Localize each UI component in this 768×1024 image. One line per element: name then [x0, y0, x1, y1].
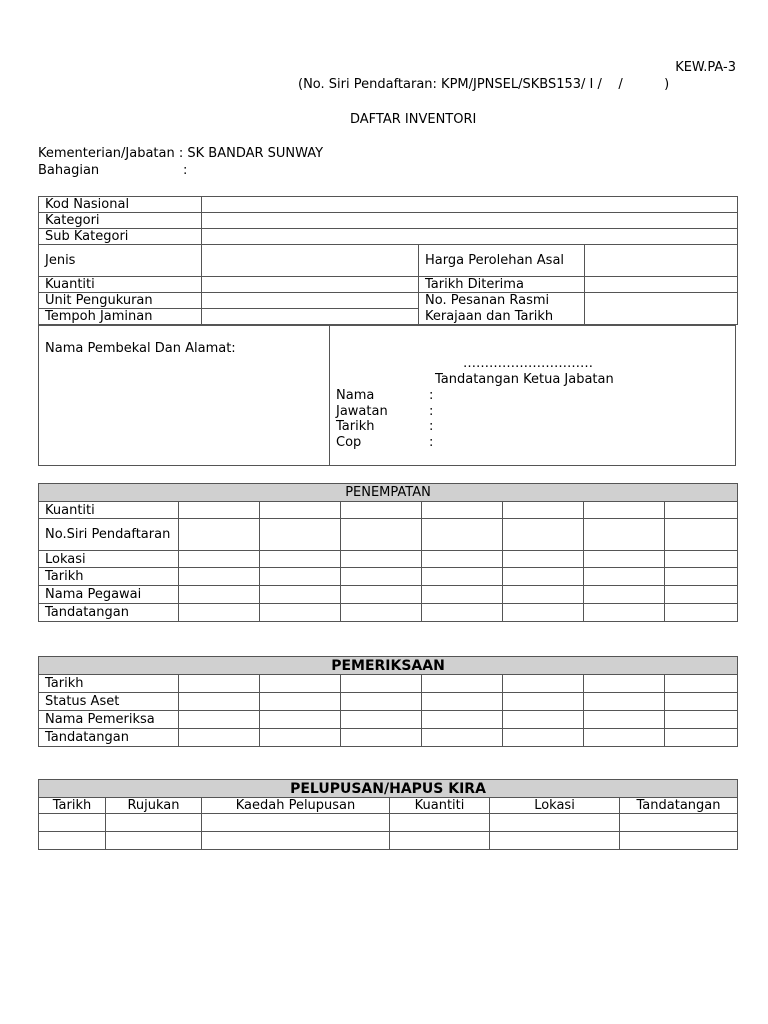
cell[interactable] [665, 729, 738, 747]
cell[interactable] [39, 832, 106, 850]
table-row [39, 293, 738, 309]
jenis-label: Jenis [39, 245, 202, 277]
sig-tarikh-label: Tarikh [336, 419, 375, 434]
cell[interactable] [503, 711, 584, 729]
table-row [39, 675, 738, 693]
sig-jawatan-label: Jawatan [336, 404, 388, 419]
table-row [39, 693, 738, 711]
penempatan-title: PENEMPATAN [39, 484, 738, 502]
cell[interactable] [422, 502, 503, 519]
cell[interactable] [584, 693, 665, 711]
row-label: Lokasi [39, 551, 179, 568]
form-code: KEW.PA-3 [675, 60, 736, 75]
cell[interactable] [665, 675, 738, 693]
cell[interactable] [584, 502, 665, 519]
no-pesanan-value[interactable] [585, 293, 738, 325]
cell[interactable] [584, 568, 665, 586]
cell[interactable] [422, 519, 503, 551]
cell[interactable] [341, 711, 422, 729]
asset-info-table [38, 196, 738, 325]
cell[interactable] [503, 551, 584, 568]
cell[interactable] [584, 551, 665, 568]
col-header-kaedah: Kaedah Pelupusan [202, 798, 390, 814]
cell[interactable] [179, 551, 260, 568]
table-row [39, 213, 738, 229]
penempatan-table [38, 483, 738, 622]
cell[interactable] [584, 586, 665, 604]
sig-nama-colon: : [429, 388, 434, 403]
tandatangan-ketua-label: Tandatangan Ketua Jabatan [435, 372, 614, 387]
cell[interactable] [665, 568, 738, 586]
harga-perolehan-label: Harga Perolehan Asal [419, 245, 585, 277]
sig-field-nama [336, 388, 374, 404]
tempoh-jaminan-label: Tempoh Jaminan [39, 309, 202, 325]
cell[interactable] [341, 675, 422, 693]
sig-nama-label: Nama [336, 388, 375, 403]
pelupusan-table [38, 779, 738, 850]
nama-pembekal-label: Nama Pembekal Dan Alamat: [45, 341, 236, 356]
cell[interactable] [422, 729, 503, 747]
cell[interactable] [422, 693, 503, 711]
row-label: Tarikh [39, 568, 179, 586]
col-header-kuantiti: Kuantiti [390, 798, 490, 814]
table-row [39, 711, 738, 729]
bahagian-label: Bahagian [38, 163, 100, 178]
row-label: Nama Pegawai [39, 586, 179, 604]
kod-nasional-value[interactable] [202, 197, 738, 213]
kuantiti-label: Kuantiti [39, 277, 202, 293]
table-row [39, 502, 738, 519]
cell[interactable] [179, 502, 260, 519]
row-label: Status Aset [39, 693, 179, 711]
cell[interactable] [260, 586, 341, 604]
col-header-rujukan: Rujukan [106, 798, 202, 814]
cell[interactable] [503, 675, 584, 693]
cell[interactable] [503, 568, 584, 586]
col-header-tarikh: Tarikh [39, 798, 106, 814]
kerajaan-tarikh-label: Kerajaan dan Tarikh [419, 309, 585, 325]
cell[interactable] [620, 814, 738, 832]
table-row [39, 586, 738, 604]
cell[interactable] [584, 519, 665, 551]
signature-dots: ………………………… [463, 356, 593, 371]
bahagian-colon: : [183, 163, 188, 178]
tempoh-jaminan-value[interactable] [202, 309, 419, 325]
cell[interactable] [179, 604, 260, 622]
cell[interactable] [179, 729, 260, 747]
cell[interactable] [179, 568, 260, 586]
cell[interactable] [202, 832, 390, 850]
row-label: Tarikh [39, 675, 179, 693]
unit-pengukuran-label: Unit Pengukuran [39, 293, 202, 309]
serial-number-line: (No. Siri Pendaftaran: KPM/JPNSEL/SKBS153/ I / / ) [298, 77, 670, 92]
cell[interactable] [341, 551, 422, 568]
table-row [39, 484, 738, 502]
cell[interactable] [202, 814, 390, 832]
cell[interactable] [341, 568, 422, 586]
cell[interactable] [179, 586, 260, 604]
row-label: No.Siri Pendaftaran [39, 519, 179, 551]
cell[interactable] [620, 832, 738, 850]
cell[interactable] [422, 551, 503, 568]
cell[interactable] [106, 832, 202, 850]
cell[interactable] [503, 693, 584, 711]
document-title: DAFTAR INVENTORI [350, 112, 477, 127]
cell[interactable] [490, 814, 620, 832]
kategori-value[interactable] [202, 213, 738, 229]
cell[interactable] [341, 586, 422, 604]
jenis-value[interactable] [202, 245, 419, 277]
table-row [39, 729, 738, 747]
cell[interactable] [39, 814, 106, 832]
row-label: Tandatangan [39, 729, 179, 747]
cell[interactable] [422, 586, 503, 604]
cell[interactable] [665, 693, 738, 711]
table-row [39, 780, 738, 798]
cell[interactable] [260, 675, 341, 693]
cell[interactable] [341, 729, 422, 747]
cell[interactable] [422, 711, 503, 729]
cell[interactable] [422, 604, 503, 622]
pemeriksaan-title: PEMERIKSAAN [39, 657, 738, 675]
cell[interactable] [341, 693, 422, 711]
cell[interactable] [179, 711, 260, 729]
col-header-lokasi: Lokasi [490, 798, 620, 814]
cell[interactable] [422, 675, 503, 693]
table-row [39, 551, 738, 568]
table-row [39, 832, 738, 850]
supplier-signature-box [38, 325, 736, 466]
pemeriksaan-table [38, 656, 738, 747]
table-row [39, 798, 738, 814]
table-row [39, 197, 738, 213]
sig-tarikh-colon: : [429, 419, 434, 434]
table-row [39, 245, 738, 277]
tarikh-diterima-value[interactable] [585, 277, 738, 293]
no-pesanan-label: No. Pesanan Rasmi [419, 293, 585, 309]
cell[interactable] [503, 502, 584, 519]
cell[interactable] [503, 586, 584, 604]
cell[interactable] [503, 729, 584, 747]
cell[interactable] [584, 675, 665, 693]
sig-jawatan-colon: : [429, 404, 434, 419]
cell[interactable] [260, 693, 341, 711]
cell[interactable] [260, 604, 341, 622]
row-label: Kuantiti [39, 502, 179, 519]
cell[interactable] [179, 693, 260, 711]
cell[interactable] [422, 568, 503, 586]
cell[interactable] [665, 604, 738, 622]
cell[interactable] [503, 519, 584, 551]
sub-kategori-label: Sub Kategori [39, 229, 202, 245]
sig-cop-label: Cop [336, 435, 362, 450]
table-row [39, 604, 738, 622]
cell[interactable] [260, 568, 341, 586]
cell[interactable] [665, 551, 738, 568]
cell[interactable] [584, 729, 665, 747]
cell[interactable] [390, 832, 490, 850]
cell[interactable] [179, 519, 260, 551]
unit-pengukuran-value[interactable] [202, 293, 419, 309]
cell[interactable] [341, 519, 422, 551]
kementerian-line: Kementerian/Jabatan : SK BANDAR SUNWAY [38, 146, 324, 161]
cell[interactable] [584, 604, 665, 622]
cell[interactable] [584, 711, 665, 729]
cell[interactable] [260, 519, 341, 551]
cell[interactable] [665, 519, 738, 551]
cell[interactable] [106, 814, 202, 832]
cell[interactable] [390, 814, 490, 832]
table-row [39, 519, 738, 551]
cell[interactable] [503, 604, 584, 622]
table-row [39, 568, 738, 586]
sub-kategori-value[interactable] [202, 229, 738, 245]
table-row [39, 277, 738, 293]
sig-cop-colon: : [429, 435, 434, 450]
row-label: Nama Pemeriksa [39, 711, 179, 729]
harga-perolehan-value[interactable] [585, 245, 738, 277]
cell[interactable] [260, 729, 341, 747]
kategori-label: Kategori [39, 213, 202, 229]
cell[interactable] [341, 502, 422, 519]
col-header-tandatangan: Tandatangan [620, 798, 738, 814]
cell[interactable] [179, 675, 260, 693]
cell[interactable] [665, 711, 738, 729]
pelupusan-title: PELUPUSAN/HAPUS KIRA [39, 780, 738, 798]
cell[interactable] [260, 551, 341, 568]
table-row [39, 814, 738, 832]
cell[interactable] [490, 832, 620, 850]
kuantiti-value[interactable] [202, 277, 419, 293]
box-divider [329, 326, 330, 465]
cell[interactable] [260, 502, 341, 519]
tarikh-diterima-label: Tarikh Diterima [419, 277, 585, 293]
cell[interactable] [341, 604, 422, 622]
cell[interactable] [665, 586, 738, 604]
cell[interactable] [260, 711, 341, 729]
row-label: Tandatangan [39, 604, 179, 622]
cell[interactable] [665, 502, 738, 519]
table-row [39, 229, 738, 245]
kod-nasional-label: Kod Nasional [39, 197, 202, 213]
table-row [39, 657, 738, 675]
